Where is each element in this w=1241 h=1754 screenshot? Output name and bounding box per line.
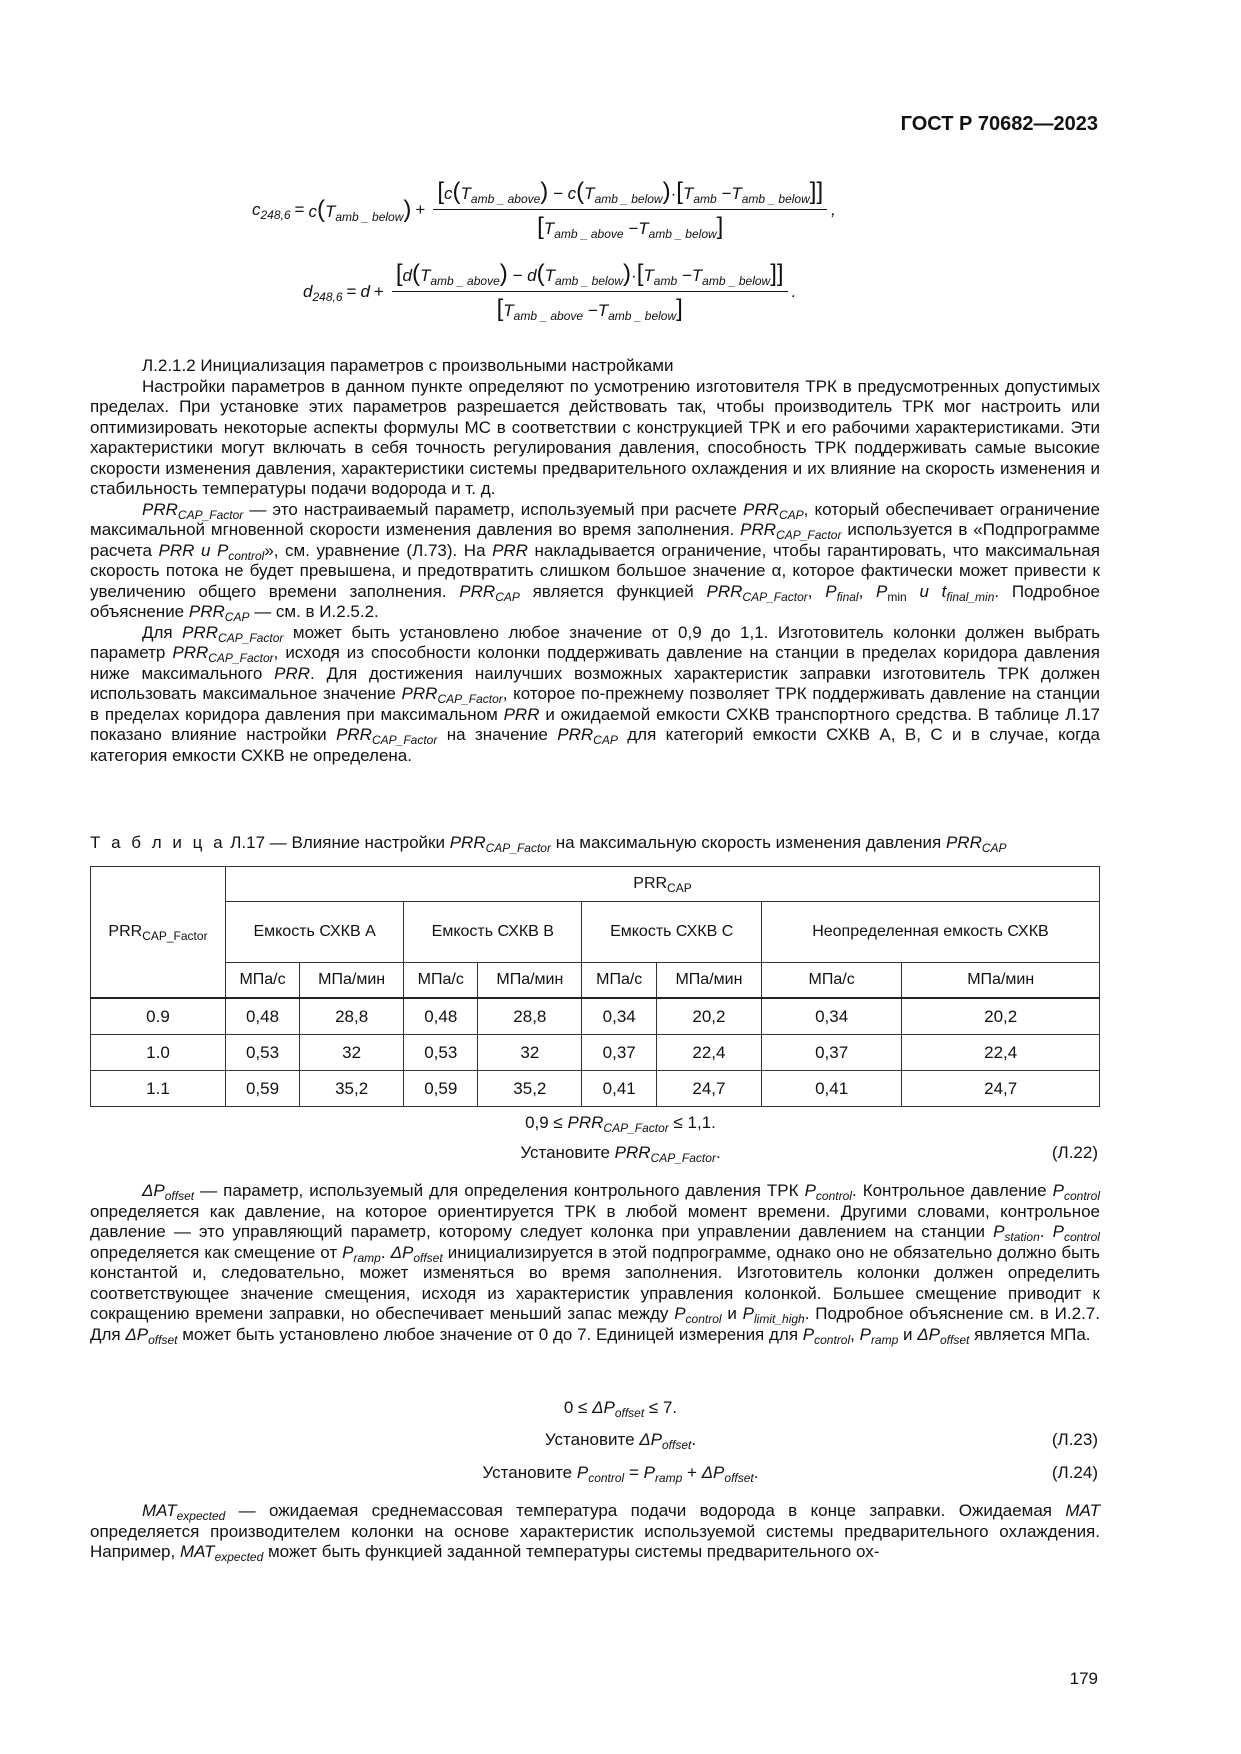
page-number: 179 xyxy=(1069,1669,1098,1688)
table-caption: Т а б л и ц а Л.17 — Влияние настройки $PRR_{CAP\_Factor}$ на максимальную скорость изменения давления $PRR_{CAP}$ xyxy=(90,833,1007,855)
table-cell: 0,41 xyxy=(761,1071,902,1107)
paragraph-settings: Настройки параметров в данном пункте определяют по усмотрению изготовителя ТРК в предусмотренных допустимых пределах. При установке этих параметров разрешается действовать так, чтобы производитель ТРК мог настроить или оптимизировать некоторые аспекты формулы МС в соответствии с конструкцией ТРК и его рабочими характеристиками. Эти характеристики могут включать в себя точность регулирования давления, способность ТРК поддерживать самые высокие скорости изменения давления, характеристики системы предварительного охлаждения и их влияние на скорость изменения и стабильность температуры подачи водорода и т. д. xyxy=(90,376,1100,498)
table-cell: 24,7 xyxy=(902,1071,1100,1107)
unit-header: МПа/мин xyxy=(300,963,404,999)
group-header-cell: $PRR_{CAP}$ xyxy=(226,867,1100,902)
text-block-2 xyxy=(90,1181,1100,1345)
table-cell: 0,34 xyxy=(582,998,657,1035)
unit-header: МПа/с xyxy=(582,963,657,999)
table-cell: 22,4 xyxy=(902,1035,1100,1071)
equation-number: (Л.23) xyxy=(1051,1430,1098,1449)
category-header: Емкость СХКВ С xyxy=(582,902,761,963)
unit-header: МПа/мин xyxy=(657,963,762,999)
table-cell: 1.0 xyxy=(91,1035,226,1071)
paragraph-mat-expected: $MAT_{expected}$ — ожидаемая среднемассовая температура подачи водорода в конце заправки. Ожидаемая MAT определяется производителем колонки на основе характеристик используемой системы предварительного охлаждения. Например, $MAT_{expected}$ может быть функцией заданной температуры системы предварительного ох- xyxy=(90,1501,1100,1564)
table-cell: 0,59 xyxy=(226,1071,300,1107)
table-cell: 0,53 xyxy=(404,1035,478,1071)
table-row xyxy=(91,1071,1100,1107)
table-cell: 20,2 xyxy=(902,998,1100,1035)
equation-l22: Установите $PRR_{CAP\_Factor}$. (Л.22) xyxy=(520,1143,1098,1165)
table-cell: 20,2 xyxy=(657,998,762,1035)
category-header: Емкость СХКВ А xyxy=(226,902,404,963)
table-cell: 32 xyxy=(478,1035,582,1071)
formula-d: $d_{248,6}$ = d + $\frac{[d(T_{amb \_ above}) - d(T_{amb \_ below})\cdot[T_{amb} -T_{amb \_ below}]]}{[T_{amb \_ above} -T_{amb \_ below}]}$ . xyxy=(303,260,797,323)
table-cell: 28,8 xyxy=(478,998,582,1035)
equation-l24: Установите $P_{control} = P_{ramp} + \Delta P_{offset}$. (Л.24) xyxy=(482,1463,1098,1485)
table-cell: 35,2 xyxy=(300,1071,404,1107)
equation-number: (Л.24) xyxy=(1051,1463,1098,1482)
paragraph-delta-p-offset: $\Delta P_{offset}$ — параметр, используемый для определения контрольного давления ТРК $P_{control}$. Контрольное давление $P_{control}$ определяется как давление, на которое ориентируется ТРК в любой момент времени. Другими словами, контрольное давление — это управляющий параметр, которому следует колонка при управлении давлением на станции $P_{station}$. $P_{control}$ определяется как смещение от $P_{ramp}$. $\Delta P_{offset}$ инициализируется в этой подпрограмме, однако оно не обязательно должно быть константой и, следовательно, может изменяться во время заполнения. Изготовитель колонки должен определить соответствующее значение смещения, исходя из характеристик управления колонкой. Большее смещение приводит к сокращению времени заправки, но обеспечивает меньший запас между $P_{control}$ и $P_{limit\_high}$. Подробное объяснение см. в И.2.7. Для $\Delta P_{offset}$ может быть установлено любое значение от 0 до 7. Единицей измерения для $P_{control}$, $P_{ramp}$ и $\Delta P_{offset}$ является МПа. xyxy=(90,1181,1101,1347)
document-code: ГОСТ Р 70682—2023 xyxy=(900,113,1098,135)
table-cell: 0,48 xyxy=(226,998,300,1035)
text-block-3 xyxy=(90,1501,1100,1563)
equation-prr-range: $0,9 \le PRR_{CAP\_Factor} \le 1,1$. xyxy=(525,1113,716,1135)
unit-header: МПа/с xyxy=(226,963,300,999)
unit-header: МПа/мин xyxy=(902,963,1100,999)
table-cell: 0,41 xyxy=(582,1071,657,1107)
table-cell: 22,4 xyxy=(657,1035,762,1071)
row-header-cell: $PRR_{CAP\_Factor}$ xyxy=(91,867,226,999)
category-header: Неопределенная емкость СХКВ xyxy=(761,902,1099,963)
text-block-1 xyxy=(90,356,1100,766)
table-cell: 1.1 xyxy=(91,1071,226,1107)
table-cell: 32 xyxy=(300,1035,404,1071)
unit-header: МПа/с xyxy=(761,963,902,999)
table-row xyxy=(91,998,1100,1035)
table-cell: 0,37 xyxy=(582,1035,657,1071)
table-cell: 0,34 xyxy=(761,998,902,1035)
section-heading: Л.2.1.2 Инициализация параметров с произвольными настройками xyxy=(142,356,674,375)
table-prr-cap xyxy=(90,866,1100,1107)
table-cell: 0,59 xyxy=(404,1071,478,1107)
table-cell: 35,2 xyxy=(478,1071,582,1107)
paragraph-prr-range: Для $PRR_{CAP\_Factor}$ может быть установлено любое значение от 0,9 до 1,1. Изготовитель колонки должен выбрать параметр $PRR_{CAP\_Factor}$, исходя из способности колонки поддерживать давление на станции в пределах коридора давления ниже максимального PRR. Для достижения наилучших возможных характеристик заправки изготовитель ТРК должен использовать максимальное значение $PRR_{CAP\_Factor}$, которое по-прежнему позволяет ТРК поддерживать давление на станции в пределах коридора давления при максимальном PRR и ожидаемой емкости СХКВ транспортного средства. В таблице Л.17 показано влияние настройки $PRR_{CAP\_Factor}$ на значение $PRR_{CAP}$ для категорий емкости СХКВ А, В, С и в случае, когда категория емкости СХКВ не определена. xyxy=(90,622,1101,765)
table-cell: 0,53 xyxy=(226,1035,300,1071)
equation-number: (Л.22) xyxy=(1051,1143,1098,1162)
category-header: Емкость СХКВ В xyxy=(404,902,582,963)
paragraph-prr-cap-factor: $PRR_{CAP\_Factor}$ — это настраиваемый параметр, используемый при расчете $PRR_{CAP}$, который обеспечивает ограничение максимальной мгновенной скорости изменения давления во время заполнения. $PRR_{CAP\_Factor}$ используется в «Подпрограмме расчета PRR и $P_{control}$», см. уравнение (Л.73). На PRR накладывается ограничение, чтобы гарантировать, что максимальная скорость потока не будет превышена, и предотвратить слишком большое значение α, которое фактически может привести к увеличению общего времени заполнения. $PRR_{CAP}$ является функцией $PRR_{CAP\_Factor}$, $P_{final}$, $P_{min}$ и $t_{final\_min}$. Подробное объяснение $PRR_{CAP}$ — см. в И.2.5.2. xyxy=(90,499,1101,624)
unit-header: МПа/с xyxy=(404,963,478,999)
equation-l23: Установите $\Delta P_{offset}$. (Л.23) xyxy=(544,1430,1098,1452)
table-cell: 0,37 xyxy=(761,1035,902,1071)
table-row xyxy=(91,1035,1100,1071)
unit-header: МПа/мин xyxy=(478,963,582,999)
table-cell: 0.9 xyxy=(91,998,226,1035)
table-cell: 0,48 xyxy=(404,998,478,1035)
formula-c: $c_{248,6}$ = $c(T_{amb \_ below})$ + $\frac{[c(T_{amb \_ above}) - c(T_{amb \_ below})\cdot[T_{amb} -T_{amb \_ below}]]}{[T_{amb \_ above} -T_{amb \_ below}]}$ , xyxy=(252,178,836,241)
table-cell: 28,8 xyxy=(300,998,404,1035)
equation-offset-range: $0 \le \Delta P_{offset} \le 7$. xyxy=(563,1398,678,1420)
table-cell: 24,7 xyxy=(657,1071,762,1107)
